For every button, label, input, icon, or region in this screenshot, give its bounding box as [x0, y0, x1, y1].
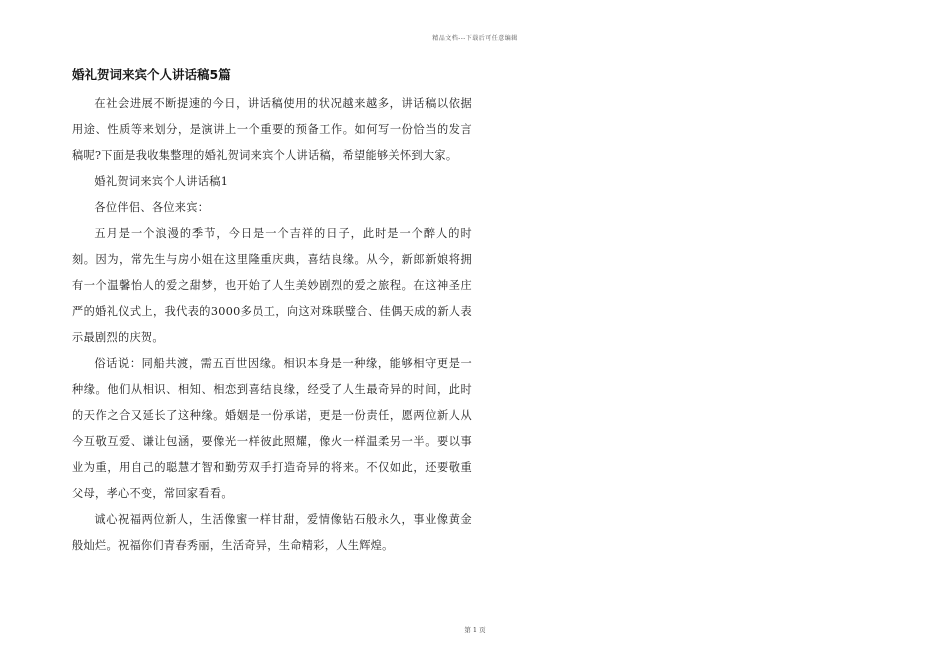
document-body: [72, 66, 472, 559]
page-number: 第 1 页: [464, 626, 486, 634]
paragraph: 五月是一个浪漫的季节，今日是一个吉祥的日子，此时是一个醉人的时刻。因为，常先生与房小姐在这里隆重庆典，喜结良缘。从今，新郎新娘将拥有一个温馨怡人的爱之甜梦，也开始了人生美妙剧烈的爱之旅程。在这神圣庄严的婚礼仪式上，我代表的3000多员工，向这对珠联璧合、佳偶天成的新人表示最剧烈的庆贺。: [72, 227, 472, 344]
paragraph-intro: 在社会进展不断提速的今日，讲话稿使用的状况越来越多，讲话稿以依据用途、性质等来划分，是演讲上一个重要的预备工作。如何写一份恰当的发言稿呢?下面是我收集整理的婚礼贺词来宾个人讲话稿，希望能够关怀到大家。: [72, 97, 472, 162]
page-header: 精品文档---下载后可任意编辑: [432, 35, 518, 42]
section-heading: 婚礼贺词来宾个人讲话稿1: [94, 175, 229, 188]
paragraph: 俗话说：同船共渡，需五百世因缘。相识本身是一种缘，能够相守更是一种缘。他们从相识、相知、相恋到喜结良缘，经受了人生最奇异的时间，此时的天作之合又延长了这种缘。婚姻是一份承诺，更是一份责任，愿两位新人从今互敬互爱、谦让包涵，要像光一样彼此照耀，像火一样温柔另一半。要以事业为重，用自己的聪慧才智和勤劳双手打造奇异的将来。不仅如此，还要敬重父母，孝心不变，常回家看看。: [72, 357, 472, 500]
salutation: 各位伴侣、各位来宾：: [94, 201, 210, 214]
paragraph: 诚心祝福两位新人，生活像蜜一样甘甜，爱情像钻石般永久，事业像黄金般灿烂。祝福你们青春秀丽，生活奇异，生命精彩，人生辉煌。: [72, 513, 472, 552]
document-title: 婚礼贺词来宾个人讲话稿5篇: [72, 67, 231, 82]
